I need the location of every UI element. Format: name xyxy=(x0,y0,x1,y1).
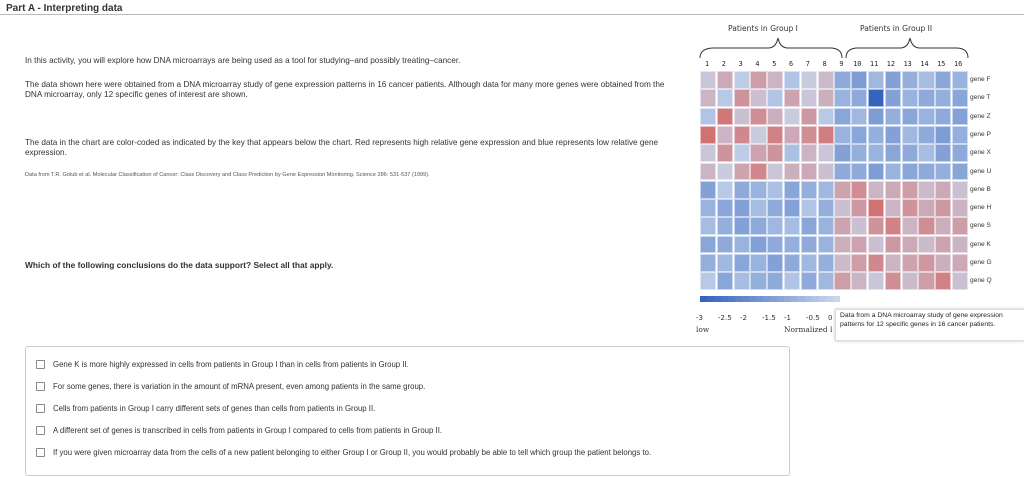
heatmap-cell xyxy=(734,163,750,181)
heatmap-cell xyxy=(834,272,850,290)
patient-number: 9 xyxy=(839,60,844,68)
patient-number: 14 xyxy=(920,60,929,68)
group-1-label: Patients in Group I xyxy=(728,24,798,33)
heatmap-cell xyxy=(851,144,867,162)
color-scale-step xyxy=(742,296,749,302)
color-scale-step xyxy=(749,296,756,302)
heatmap-cell xyxy=(885,217,901,235)
gene-label: gene B xyxy=(970,185,991,193)
heatmap-cell xyxy=(851,163,867,181)
gene-label: gene F xyxy=(970,76,991,83)
heatmap-cell xyxy=(700,126,716,144)
heatmap-cell xyxy=(717,89,733,107)
heatmap-cell xyxy=(717,272,733,290)
heatmap-cell xyxy=(750,272,766,290)
heatmap-cell xyxy=(700,272,716,290)
patient-number: 16 xyxy=(954,60,963,68)
heatmap-cell xyxy=(734,236,750,254)
color-scale-step xyxy=(777,296,784,302)
heatmap-cell xyxy=(851,181,867,199)
group-2-label: Patients in Group II xyxy=(860,24,933,33)
heatmap-cell xyxy=(784,217,800,235)
heatmap-cell xyxy=(902,199,918,217)
heatmap-cell xyxy=(918,254,934,272)
heatmap-cell xyxy=(818,71,834,89)
heatmap-cell xyxy=(868,199,884,217)
heatmap-cell xyxy=(784,181,800,199)
heatmap-cell xyxy=(784,236,800,254)
patient-number: 12 xyxy=(886,60,895,68)
heatmap-cell xyxy=(935,236,951,254)
intro-paragraph-1: In this activity, you will explore how DNA microarrays are being used as a tool for studying–and possibly treating–cancer. xyxy=(25,56,461,65)
heatmap-cell xyxy=(784,272,800,290)
patient-number: 10 xyxy=(853,60,862,68)
heatmap-cell xyxy=(918,108,934,126)
heatmap-cell xyxy=(952,89,968,107)
heatmap-cell xyxy=(818,199,834,217)
heatmap-cell xyxy=(734,89,750,107)
color-scale-step xyxy=(826,296,833,302)
heatmap-cell xyxy=(834,199,850,217)
heatmap-cell xyxy=(750,181,766,199)
color-scale-step xyxy=(833,296,840,302)
scale-tick-label: -2 xyxy=(740,314,747,322)
intro-paragraph-2: The data shown here were obtained from a DNA microarray study of gene expression patterns in 16 cancer patients. Although data for many more genes were obtained from the DNA microarray, only 12 specific genes of interest are shown. xyxy=(25,80,665,99)
scale-tick-label: -1 xyxy=(784,314,791,322)
heatmap-cell xyxy=(801,163,817,181)
heatmap-cell xyxy=(918,71,934,89)
heatmap-cell xyxy=(885,236,901,254)
heatmap-cell xyxy=(801,126,817,144)
checkbox-icon[interactable] xyxy=(36,426,45,435)
heatmap-cell xyxy=(834,144,850,162)
color-scale-step xyxy=(812,296,819,302)
patient-number: 5 xyxy=(772,60,777,68)
heatmap-cell xyxy=(801,89,817,107)
patient-number: 11 xyxy=(870,60,879,68)
heatmap-cell xyxy=(868,71,884,89)
heatmap-cell xyxy=(885,272,901,290)
gene-label: gene K xyxy=(970,240,991,248)
heatmap-cell xyxy=(784,71,800,89)
color-scale-step xyxy=(784,296,791,302)
heatmap-cell xyxy=(935,217,951,235)
intro-paragraph-3: The data in the chart are color-coded as indicated by the key that appears below the chart. Red represents high relative gene expression and blue represents low relative gene expression. xyxy=(25,138,659,157)
heatmap-cell xyxy=(885,89,901,107)
heatmap-cell xyxy=(717,236,733,254)
heatmap-cell xyxy=(717,71,733,89)
heatmap-cell xyxy=(902,71,918,89)
option-label: A different set of genes is transcribed in cells from patients in Group I compared to cells from patients in Group II. xyxy=(53,425,443,435)
heatmap-cell xyxy=(935,163,951,181)
heatmap-cell xyxy=(902,108,918,126)
heatmap-cell xyxy=(834,163,850,181)
heatmap-cell xyxy=(750,199,766,217)
heatmap-cell xyxy=(734,181,750,199)
heatmap-cell xyxy=(767,126,783,144)
checkbox-icon[interactable] xyxy=(36,360,45,369)
gene-label: gene G xyxy=(970,259,992,266)
heatmap-cell xyxy=(834,108,850,126)
heatmap-cell xyxy=(868,89,884,107)
question-prompt: Which of the following conclusions do the data support? Select all that apply. xyxy=(25,260,334,270)
heatmap-cell xyxy=(750,71,766,89)
heatmap-cell xyxy=(834,181,850,199)
heatmap-cell xyxy=(868,254,884,272)
heatmap-cell xyxy=(717,144,733,162)
heatmap-cell xyxy=(734,217,750,235)
heatmap-cell xyxy=(902,181,918,199)
heatmap-cell xyxy=(851,236,867,254)
heatmap-cell xyxy=(935,181,951,199)
color-scale-step xyxy=(805,296,812,302)
heatmap-cell xyxy=(700,163,716,181)
heatmap-cell xyxy=(700,108,716,126)
heatmap-cell xyxy=(868,144,884,162)
color-scale-step xyxy=(798,296,805,302)
heatmap-cell xyxy=(801,272,817,290)
gene-label: gene Q xyxy=(970,277,992,285)
heatmap-cell xyxy=(750,236,766,254)
color-scale-step xyxy=(735,296,742,302)
color-scale-step xyxy=(791,296,798,302)
heatmap-cell xyxy=(767,163,783,181)
option-3[interactable] xyxy=(36,401,375,415)
heatmap-cell xyxy=(818,236,834,254)
heatmap-cell xyxy=(834,217,850,235)
heatmap-cell xyxy=(818,144,834,162)
heatmap-cell xyxy=(717,163,733,181)
heatmap-cell xyxy=(801,71,817,89)
scale-tick-label: -1.5 xyxy=(762,314,776,322)
heatmap-cell xyxy=(868,236,884,254)
heatmap-cell xyxy=(767,144,783,162)
heatmap-cell xyxy=(918,126,934,144)
heatmap-cell xyxy=(801,108,817,126)
heatmap-cell xyxy=(952,236,968,254)
heatmap-cell xyxy=(935,199,951,217)
patient-number: 15 xyxy=(937,60,946,68)
heatmap-cell xyxy=(734,254,750,272)
heatmap-cell xyxy=(801,144,817,162)
option-label: Gene K is more highly expressed in cells from patients in Group I than in cells from patients in Group II. xyxy=(53,359,409,369)
heatmap-cell xyxy=(717,199,733,217)
option-label: If you were given microarray data from the cells of a new patient belonging to either Group I or Group II, you would probably be able to tell which group the patient belongs to. xyxy=(53,447,652,457)
option-4[interactable] xyxy=(36,423,442,437)
heatmap-cell xyxy=(784,108,800,126)
heatmap-cell xyxy=(851,108,867,126)
heatmap-cell xyxy=(750,144,766,162)
heatmap-cell xyxy=(818,126,834,144)
heatmap-cell xyxy=(834,254,850,272)
patient-number: 3 xyxy=(738,60,743,68)
patient-number: 1 xyxy=(705,60,710,68)
checkbox-icon[interactable] xyxy=(36,382,45,391)
patient-number: 7 xyxy=(805,60,810,68)
heatmap-cell xyxy=(717,254,733,272)
heatmap-cell xyxy=(700,254,716,272)
heatmap-cell xyxy=(851,254,867,272)
heatmap-cell xyxy=(902,144,918,162)
heatmap-cell xyxy=(885,126,901,144)
gene-label: gene U xyxy=(970,167,992,175)
heatmap-cell xyxy=(700,89,716,107)
heatmap-cell xyxy=(952,126,968,144)
gene-label: gene Z xyxy=(970,112,991,120)
heatmap-cell xyxy=(918,89,934,107)
gene-label: gene P xyxy=(970,130,991,138)
heatmap-cell xyxy=(952,217,968,235)
group-1-bracket xyxy=(700,38,842,58)
heatmap-cell xyxy=(784,126,800,144)
heatmap-cell xyxy=(851,199,867,217)
header-divider xyxy=(0,14,1024,15)
heatmap-cell xyxy=(952,144,968,162)
heatmap-cell xyxy=(918,144,934,162)
scale-tick-label: -3 xyxy=(696,314,703,322)
heatmap-cell xyxy=(918,272,934,290)
heatmap-cell xyxy=(784,199,800,217)
heatmap-cell xyxy=(918,181,934,199)
heatmap-cell xyxy=(935,272,951,290)
heatmap-cell xyxy=(734,71,750,89)
option-label: Cells from patients in Group I carry different sets of genes than cells from patients in Group II. xyxy=(53,403,376,413)
heatmap-cell xyxy=(818,181,834,199)
checkbox-icon[interactable] xyxy=(36,404,45,413)
heatmap-cell xyxy=(952,108,968,126)
option-2[interactable] xyxy=(36,379,425,393)
heatmap-cell xyxy=(767,254,783,272)
heatmap-cell xyxy=(885,163,901,181)
heatmap-cell xyxy=(734,272,750,290)
heatmap-cell xyxy=(734,108,750,126)
heatmap-cell xyxy=(801,181,817,199)
heatmap-cell xyxy=(935,254,951,272)
heatmap-cell xyxy=(767,217,783,235)
patient-number: 6 xyxy=(789,60,794,68)
patient-number: 4 xyxy=(755,60,760,68)
heatmap-cell xyxy=(885,71,901,89)
color-scale-step xyxy=(714,296,721,302)
heatmap-cell xyxy=(734,199,750,217)
heatmap-cell xyxy=(801,217,817,235)
heatmap-cell xyxy=(717,108,733,126)
heatmap-cell xyxy=(750,217,766,235)
heatmap-cell xyxy=(952,181,968,199)
microarray-figure xyxy=(690,16,1024,346)
heatmap-cell xyxy=(717,181,733,199)
heatmap-cell xyxy=(717,217,733,235)
heatmap-cell xyxy=(784,163,800,181)
heatmap-cell xyxy=(700,236,716,254)
heatmap-cell xyxy=(750,126,766,144)
heatmap-cell xyxy=(801,236,817,254)
heatmap-cell xyxy=(818,89,834,107)
heatmap-cell xyxy=(851,217,867,235)
checkbox-icon[interactable] xyxy=(36,448,45,457)
heatmap-cell xyxy=(734,144,750,162)
heatmap-cell xyxy=(885,108,901,126)
heatmap-cell xyxy=(868,126,884,144)
figure-caption-tooltip: Data from a DNA microarray study of gene expression patterns for 12 specific genes in 16 cancer patients. xyxy=(835,309,1024,341)
heatmap-cell xyxy=(952,254,968,272)
heatmap-cell xyxy=(767,89,783,107)
heatmap-cell xyxy=(885,254,901,272)
heatmap-cell xyxy=(885,199,901,217)
color-scale-step xyxy=(770,296,777,302)
gene-label: gene X xyxy=(970,149,991,157)
heatmap-cell xyxy=(818,272,834,290)
heatmap-cell xyxy=(784,89,800,107)
heatmap-cell xyxy=(750,254,766,272)
color-scale-step xyxy=(721,296,728,302)
heatmap-cell xyxy=(935,71,951,89)
heatmap-cell xyxy=(885,144,901,162)
heatmap-cell xyxy=(784,144,800,162)
patient-number: 2 xyxy=(721,60,726,68)
group-2-bracket xyxy=(846,38,968,58)
scale-low-label: low xyxy=(696,325,710,334)
heatmap-cell xyxy=(717,126,733,144)
color-scale-step xyxy=(707,296,714,302)
group-brackets xyxy=(698,34,978,60)
scale-title: Normalized l xyxy=(784,325,833,334)
heatmap-cell xyxy=(734,126,750,144)
color-scale-step xyxy=(763,296,770,302)
heatmap-cell xyxy=(902,236,918,254)
option-5[interactable] xyxy=(36,445,651,459)
heatmap-cell xyxy=(767,108,783,126)
heatmap-cell xyxy=(935,89,951,107)
heatmap-cell xyxy=(818,254,834,272)
heatmap-cell xyxy=(750,108,766,126)
heatmap-cell xyxy=(818,163,834,181)
heatmap-cell xyxy=(750,163,766,181)
heatmap-cell xyxy=(818,108,834,126)
color-scale-step xyxy=(728,296,735,302)
heatmap-cell xyxy=(750,89,766,107)
scale-tick-label: -2.5 xyxy=(718,314,732,322)
heatmap-cell xyxy=(834,236,850,254)
heatmap-cell xyxy=(700,71,716,89)
heatmap-cell xyxy=(952,71,968,89)
citation: Data from T.R. Golub et al. Molecular Classification of Cancer: Class Discovery and Class Prediction by Gene Expression Monitoring. Science 286: 531-537 (1999). xyxy=(25,172,430,178)
heatmap-cell xyxy=(834,71,850,89)
color-scale-bar xyxy=(700,296,840,302)
color-scale-step xyxy=(819,296,826,302)
patient-number: 13 xyxy=(903,60,912,68)
heatmap-cell xyxy=(767,236,783,254)
heatmap-cell xyxy=(767,71,783,89)
heatmap-cell xyxy=(851,89,867,107)
scale-tick-label: -0.5 xyxy=(806,314,820,322)
heatmap-cell xyxy=(952,272,968,290)
heatmap-cell xyxy=(868,181,884,199)
heatmap-cell xyxy=(902,254,918,272)
heatmap-cell xyxy=(935,144,951,162)
heatmap-cell xyxy=(851,71,867,89)
heatmap-cell xyxy=(902,272,918,290)
heatmap-cell xyxy=(868,108,884,126)
color-scale-step xyxy=(700,296,707,302)
scale-tick-label: 0 xyxy=(828,314,833,322)
heatmap-cell xyxy=(851,126,867,144)
heatmap-cell xyxy=(952,199,968,217)
heatmap-cell xyxy=(868,272,884,290)
gene-label: gene H xyxy=(970,204,992,212)
gene-label: gene S xyxy=(970,222,991,230)
part-title: Part A - Interpreting data xyxy=(6,3,123,14)
heatmap-cell xyxy=(935,126,951,144)
heatmap-cell xyxy=(767,199,783,217)
heatmap-cell xyxy=(700,199,716,217)
heatmap-cell xyxy=(767,272,783,290)
heatmap-cell xyxy=(868,217,884,235)
heatmap-cell xyxy=(700,217,716,235)
heatmap-cell xyxy=(851,272,867,290)
option-label: For some genes, there is variation in the amount of mRNA present, even among patients in the same group. xyxy=(53,381,426,391)
heatmap-cell xyxy=(885,181,901,199)
heatmap-cell xyxy=(902,163,918,181)
heatmap-cell xyxy=(868,163,884,181)
heatmap-cell xyxy=(902,89,918,107)
heatmap-cell xyxy=(767,181,783,199)
patient-number: 8 xyxy=(822,60,827,68)
answer-options xyxy=(25,346,790,476)
heatmap-cell xyxy=(801,254,817,272)
heatmap-cell xyxy=(952,163,968,181)
heatmap-cell xyxy=(818,217,834,235)
heatmap-cell xyxy=(834,126,850,144)
heatmap-cell xyxy=(700,144,716,162)
heatmap-cell xyxy=(918,199,934,217)
heatmap-cell xyxy=(700,181,716,199)
heatmap-cell xyxy=(902,217,918,235)
heatmap-cell xyxy=(918,236,934,254)
heatmap-cell xyxy=(918,217,934,235)
heatmap-cell xyxy=(918,163,934,181)
heatmap-cell xyxy=(784,254,800,272)
gene-label: gene T xyxy=(970,94,991,102)
heatmap-cell xyxy=(935,108,951,126)
option-1[interactable] xyxy=(36,357,409,371)
heatmap-cell xyxy=(834,89,850,107)
heatmap-cell xyxy=(902,126,918,144)
heatmap-cell xyxy=(801,199,817,217)
color-scale-step xyxy=(756,296,763,302)
